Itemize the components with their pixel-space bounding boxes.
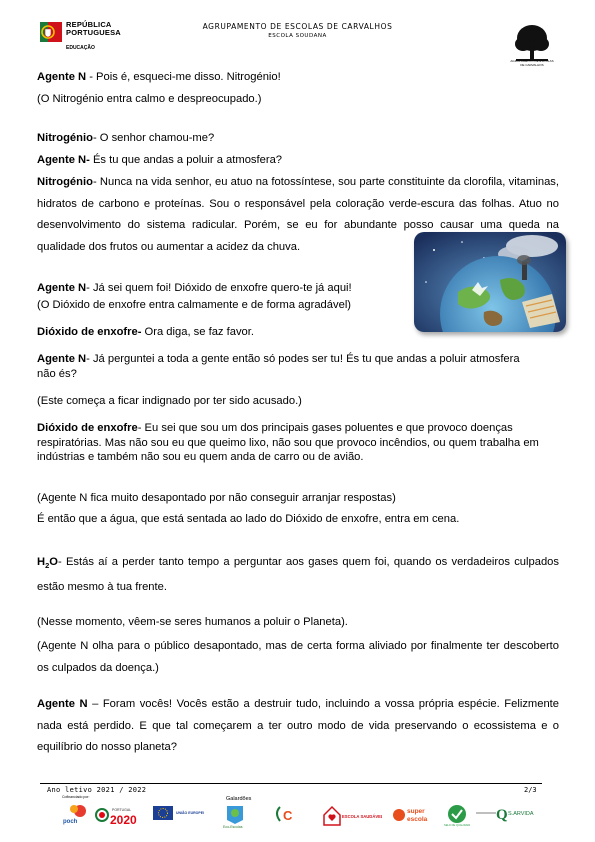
line-agente-n-5	[37, 694, 559, 759]
selo-text: SELO DE QUALIDADE	[444, 824, 470, 827]
speaker: Agente N-	[37, 154, 90, 166]
speaker: Nitrogénio	[37, 132, 93, 144]
page-number: 2/3	[524, 786, 537, 794]
speech: - Pois é, esqueci-me disso. Nitrogénio!	[86, 71, 281, 83]
speaker-o: O	[49, 556, 58, 568]
year-2020-text: 2020	[110, 813, 137, 827]
gov-line-1: REPÚBLICA	[66, 20, 112, 29]
poch-text: poch	[63, 819, 78, 825]
poch-icon	[62, 803, 90, 825]
portugal-2020-logo	[94, 803, 146, 827]
stage-direction: (Agente N fica muito desapontado por não conseguir arranjar respostas)	[37, 492, 396, 504]
award-c-text: C	[283, 808, 293, 823]
speaker: Dióxido de enxofre	[37, 422, 138, 434]
polluted-earth-illustration	[414, 232, 566, 332]
speech: - Nunca na vida senhor, eu atuo na fotossíntese, sou parte constituinte da clorofila, vitaminas, hidratos de carbono e proteínas. Sou o responsável pela coloração verde-escura das folhas. Atuo no desenvolvimento do sistema radicular. Porém, se eu for abundante posso causar uma queda na qualidade dos frutos ou aumentar a acidez da chuva.	[37, 176, 559, 253]
speaker: Agente N	[37, 353, 87, 365]
speaker: Agente N	[37, 698, 88, 710]
speaker: Agente N	[37, 71, 87, 83]
speech: - Eu sei que sou um dos principais gases poluentes e que provoco doenças respiratórias. Mas não sou eu que queimo lixo, não sou que provoco incêndios, ou quem trabalha em indústrias e também não sou eu quem anda de carro ou de avião.	[37, 422, 539, 463]
tree-caption: AGRUPAMENTO DE ESCOLAS DE CARVALHOS	[510, 59, 554, 67]
eco-escolas-logo	[222, 803, 248, 829]
school-name: AGRUPAMENTO DE ESCOLAS DE CARVALHOS	[202, 22, 393, 31]
speech: És tu que andas a poluir a atmosfera?	[89, 154, 283, 166]
stage-direction: (O Dióxido de enxofre entra calmamente e de forma agradável)	[37, 299, 352, 311]
super-escola-logo	[392, 803, 434, 827]
line-nitrogenio-1	[37, 131, 559, 146]
eu-flag-icon	[152, 803, 204, 825]
poch-logo	[62, 803, 90, 825]
stage-direction: (Nesse momento, vêem-se seres humanos a poluir o Planeta).	[37, 616, 348, 628]
speaker: Agente N	[37, 282, 87, 294]
qualidade-logo	[474, 803, 544, 827]
speaker-h: H	[37, 556, 46, 568]
super-text: super	[407, 808, 425, 815]
line-agente-n-4	[37, 352, 527, 381]
quality-seal-icon	[444, 803, 470, 827]
line-agente-n-3	[37, 282, 407, 296]
escola-saudavel-icon	[322, 803, 382, 827]
escola-saudavel-logo	[322, 803, 382, 827]
stage-direction: (Este começa a ficar indignado por ter sido acusado.)	[37, 395, 302, 407]
eco-escolas-icon	[222, 803, 248, 829]
line-agente-n-1	[37, 70, 559, 85]
super-escola-icon	[392, 803, 434, 827]
speaker: Nitrogénio	[37, 176, 93, 188]
gov-ministry: EDUCAÇÃO	[66, 45, 95, 51]
award-c-icon	[272, 803, 302, 827]
escola-text: escola	[407, 816, 428, 823]
speaker	[37, 556, 58, 571]
eu-text: UNIÃO EUROPEIA	[176, 811, 204, 815]
school-year: Ano letivo 2021 / 2022	[47, 786, 147, 794]
speech: - Já perguntei a toda a gente então só podes ser tu! És tu que andas a poluir atmosfera não és?	[37, 353, 520, 380]
speaker-sub: 2	[45, 561, 50, 571]
q-letter: Q	[496, 807, 508, 823]
gov-line-2: PORTUGUESA	[66, 28, 121, 37]
earth-pollution-icon	[414, 232, 566, 332]
speaker: Dióxido de enxofre-	[37, 326, 142, 338]
eco-text: Eco-Escolas	[223, 825, 243, 829]
eu-logo	[152, 803, 204, 825]
speech: - Já sei quem foi! Dióxido de enxofre quero-te já aqui!	[86, 282, 352, 294]
speech: Ora diga, se faz favor.	[141, 326, 254, 338]
speech: - O senhor chamou-me?	[92, 132, 215, 144]
narration: É então que a água, que está sentada ao lado do Dióxido de enxofre, entra em cena.	[37, 513, 460, 525]
footer-divider	[40, 783, 542, 784]
qualidade-q-icon	[474, 803, 544, 827]
line-dioxido-2	[37, 421, 552, 465]
school-header	[0, 22, 595, 39]
cofinanced-label: Cofinanciado por:	[62, 795, 90, 799]
speech: - Estás aí a perder tanto tempo a perguntar aos gases quem foi, quando os verdadeiros culpados estão mesmo à tua frente.	[37, 556, 559, 593]
escola-saudavel-text: ESCOLA SAUDÁVEL	[342, 814, 382, 819]
portugal-text: PORTUGAL	[112, 808, 132, 812]
line-h2o	[37, 552, 559, 598]
selo-qualidade-logo	[444, 803, 470, 827]
stage-direction: (Agente N olha para o público desapontado, mas de certa forma aliviado por finalmente ter descoberto os culpados da doença.)	[37, 640, 559, 674]
school-sub: ESCOLA SOUDANA	[268, 33, 327, 39]
q-text: S.ARVIDA	[508, 811, 534, 817]
portugal-2020-icon	[94, 803, 146, 827]
speech: – Foram vocês! Vocês estão a destruir tudo, incluindo a vossa própria espécie. Felizmente nada está perdido. E que tal começarem a ter outro modo de vida preservando o ecossistema e o equilíbrio do nosso planeta?	[37, 698, 560, 753]
award-logo-c	[272, 803, 302, 827]
stage-direction: (O Nitrogénio entra calmo e despreocupado.)	[37, 93, 262, 105]
galardoes-label: Galardões	[226, 796, 252, 802]
line-agente-n-2	[37, 153, 559, 168]
